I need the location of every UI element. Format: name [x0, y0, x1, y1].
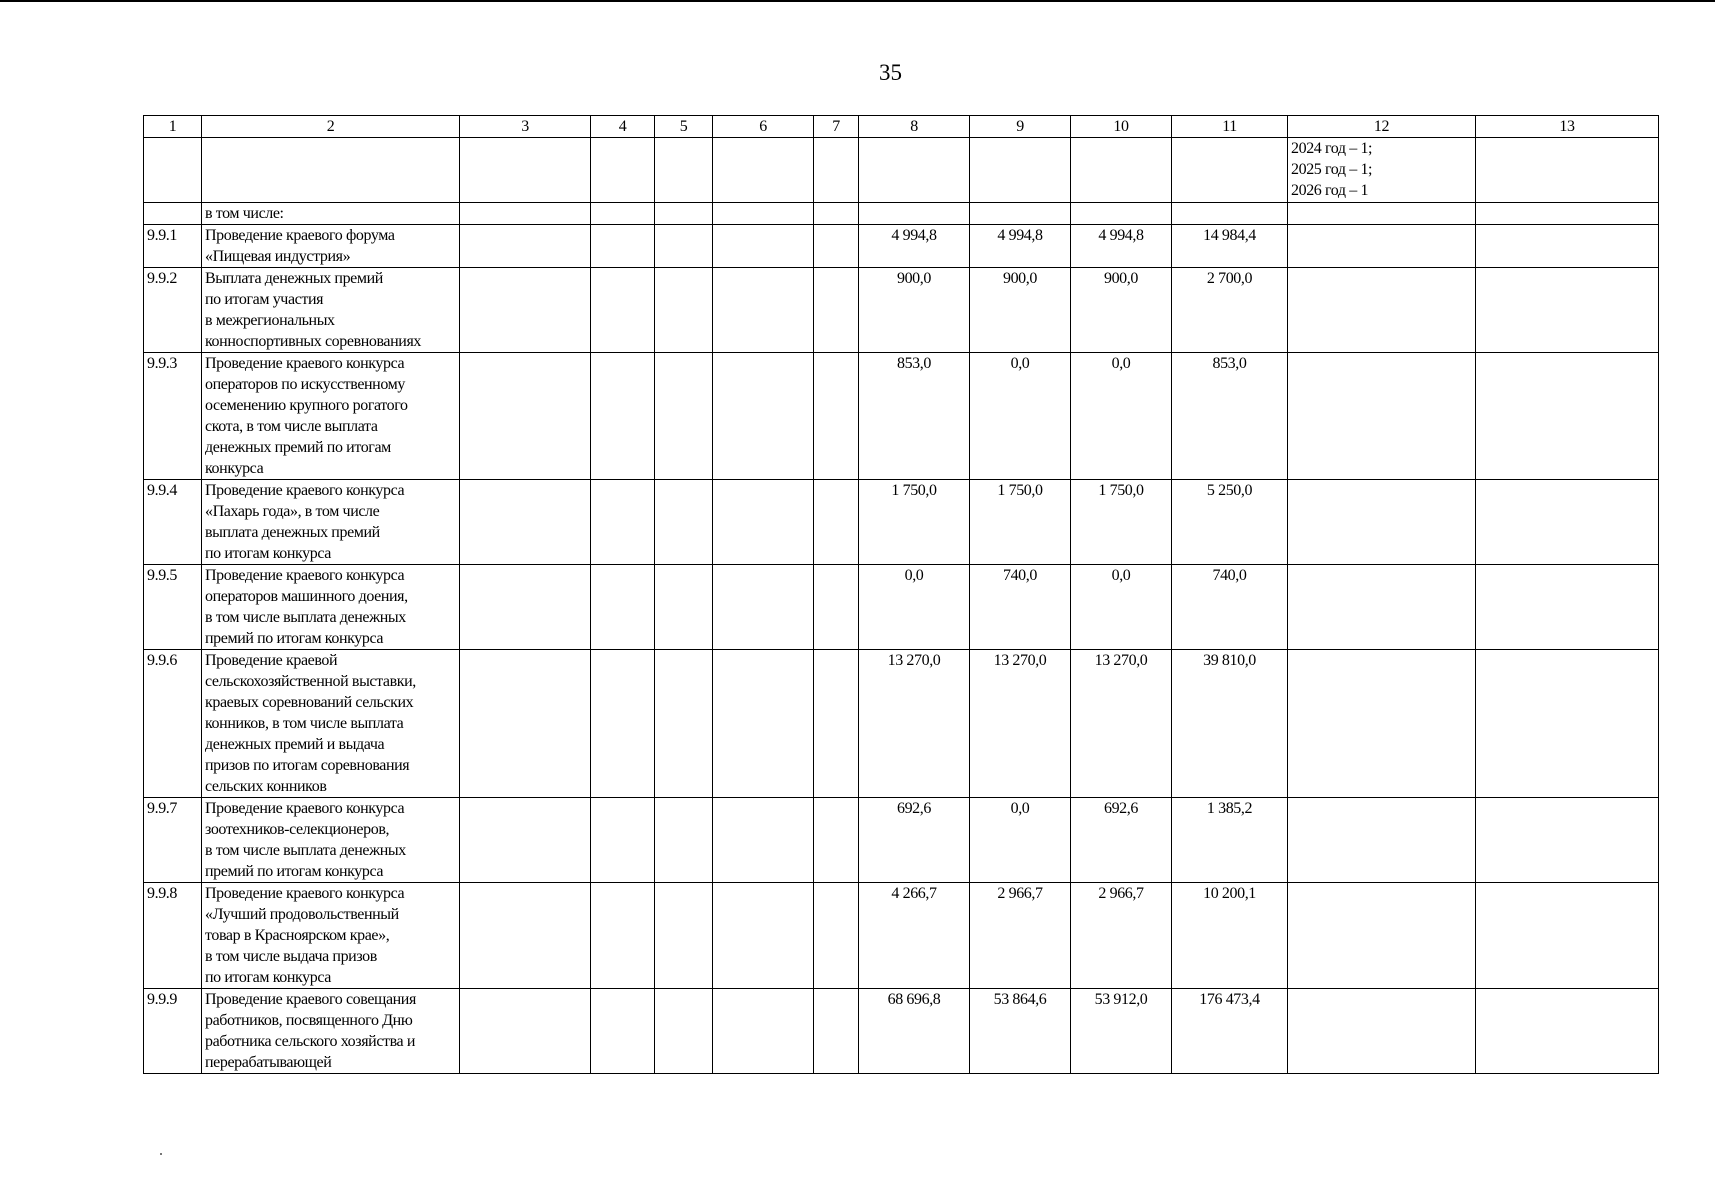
value-col-8: 0,0: [859, 565, 970, 650]
value-col-11: 176 473,4: [1172, 989, 1288, 1074]
value-col-10: 53 912,0: [1071, 989, 1172, 1074]
value-col-10: 2 966,7: [1071, 883, 1172, 989]
column-number: 12: [1288, 116, 1476, 138]
value-col-8: 4 994,8: [859, 225, 970, 268]
value-col-9: 4 994,8: [970, 225, 1071, 268]
value-col-11: 10 200,1: [1172, 883, 1288, 989]
top-border-line: [0, 0, 1715, 2]
column-number: 11: [1172, 116, 1288, 138]
row-code: 9.9.8: [144, 883, 202, 989]
row-name: Проведение краевого конкурса операторов машинного доения, в том числе выплата денежных премий по итогам конкурса: [202, 565, 460, 650]
value-col-11: 853,0: [1172, 353, 1288, 480]
column-number: 3: [460, 116, 591, 138]
row-name: Проведение краевого конкурса «Пахарь года», в том числе выплата денежных премий по итогам конкурса: [202, 480, 460, 565]
column-number: 10: [1071, 116, 1172, 138]
value-col-11: 740,0: [1172, 565, 1288, 650]
column-number: 8: [859, 116, 970, 138]
row-name: Проведение краевого конкурса «Лучший продовольственный товар в Красноярском крае», в том числе выдача призов по итогам конкурса: [202, 883, 460, 989]
value-col-10: 1 750,0: [1071, 480, 1172, 565]
value-col-11: 1 385,2: [1172, 798, 1288, 883]
subheader-row: [144, 203, 1659, 225]
value-col-8: 900,0: [859, 268, 970, 353]
value-col-8: 1 750,0: [859, 480, 970, 565]
table-row: [144, 480, 1659, 565]
column-number-row: [144, 116, 1659, 138]
table-row: [144, 883, 1659, 989]
value-col-10: 692,6: [1071, 798, 1172, 883]
value-col-10: 0,0: [1071, 353, 1172, 480]
value-col-9: 0,0: [970, 353, 1071, 480]
column-number: 6: [713, 116, 814, 138]
value-col-10: 4 994,8: [1071, 225, 1172, 268]
row-name: Выплата денежных премий по итогам участия в межрегиональных конноспортивных соревнованиях: [202, 268, 460, 353]
row-code: 9.9.6: [144, 650, 202, 798]
column-number: 4: [591, 116, 655, 138]
value-col-8: 13 270,0: [859, 650, 970, 798]
table-row: [144, 989, 1659, 1074]
row-code: 9.9.3: [144, 353, 202, 480]
scan-speck: [160, 1153, 162, 1155]
column-number: 9: [970, 116, 1071, 138]
budget-table: [143, 115, 1659, 1074]
table-row: [144, 650, 1659, 798]
value-col-11: 14 984,4: [1172, 225, 1288, 268]
row-code: 9.9.5: [144, 565, 202, 650]
value-col-9: 13 270,0: [970, 650, 1071, 798]
page-number: 35: [879, 60, 902, 85]
column-number: 1: [144, 116, 202, 138]
value-col-9: 53 864,6: [970, 989, 1071, 1074]
value-col-8: 68 696,8: [859, 989, 970, 1074]
period-note: 2024 год – 1; 2025 год – 1; 2026 год – 1: [1288, 138, 1476, 203]
table-row: [144, 798, 1659, 883]
value-col-8: 4 266,7: [859, 883, 970, 989]
row-code: 9.9.7: [144, 798, 202, 883]
table-row: [144, 353, 1659, 480]
continuation-row: [144, 138, 1659, 203]
row-name: Проведение краевого конкурса зоотехников-селекционеров, в том числе выплата денежных премий по итогам конкурса: [202, 798, 460, 883]
value-col-10: 0,0: [1071, 565, 1172, 650]
value-col-9: 740,0: [970, 565, 1071, 650]
value-col-11: 5 250,0: [1172, 480, 1288, 565]
value-col-8: 692,6: [859, 798, 970, 883]
value-col-9: 900,0: [970, 268, 1071, 353]
value-col-9: 0,0: [970, 798, 1071, 883]
table-row: [144, 565, 1659, 650]
row-name: Проведение краевого совещания работников, посвященного Дню работника сельского хозяйства и перерабатывающей: [202, 989, 460, 1074]
value-col-11: 39 810,0: [1172, 650, 1288, 798]
value-col-11: 2 700,0: [1172, 268, 1288, 353]
row-code: 9.9.2: [144, 268, 202, 353]
column-number: 2: [202, 116, 460, 138]
row-name: Проведение краевого конкурса операторов по искусственному осеменению крупного рогатого скота, в том числе выплата денежных премий по итогам конкурса: [202, 353, 460, 480]
value-col-8: 853,0: [859, 353, 970, 480]
column-number: 13: [1476, 116, 1659, 138]
row-code: 9.9.9: [144, 989, 202, 1074]
column-number: 5: [655, 116, 713, 138]
table-row: [144, 268, 1659, 353]
row-name: Проведение краевого форума «Пищевая индустрия»: [202, 225, 460, 268]
value-col-9: 2 966,7: [970, 883, 1071, 989]
row-name: Проведение краевой сельскохозяйственной выставки, краевых соревнований сельских конников, в том числе выплата денежных премий и выдача призов по итогам соревнования сельских конников: [202, 650, 460, 798]
subheader-label: в том числе:: [202, 203, 460, 225]
row-code: 9.9.4: [144, 480, 202, 565]
table-row: [144, 225, 1659, 268]
column-number: 7: [814, 116, 859, 138]
value-col-10: 13 270,0: [1071, 650, 1172, 798]
row-code: 9.9.1: [144, 225, 202, 268]
value-col-9: 1 750,0: [970, 480, 1071, 565]
value-col-10: 900,0: [1071, 268, 1172, 353]
